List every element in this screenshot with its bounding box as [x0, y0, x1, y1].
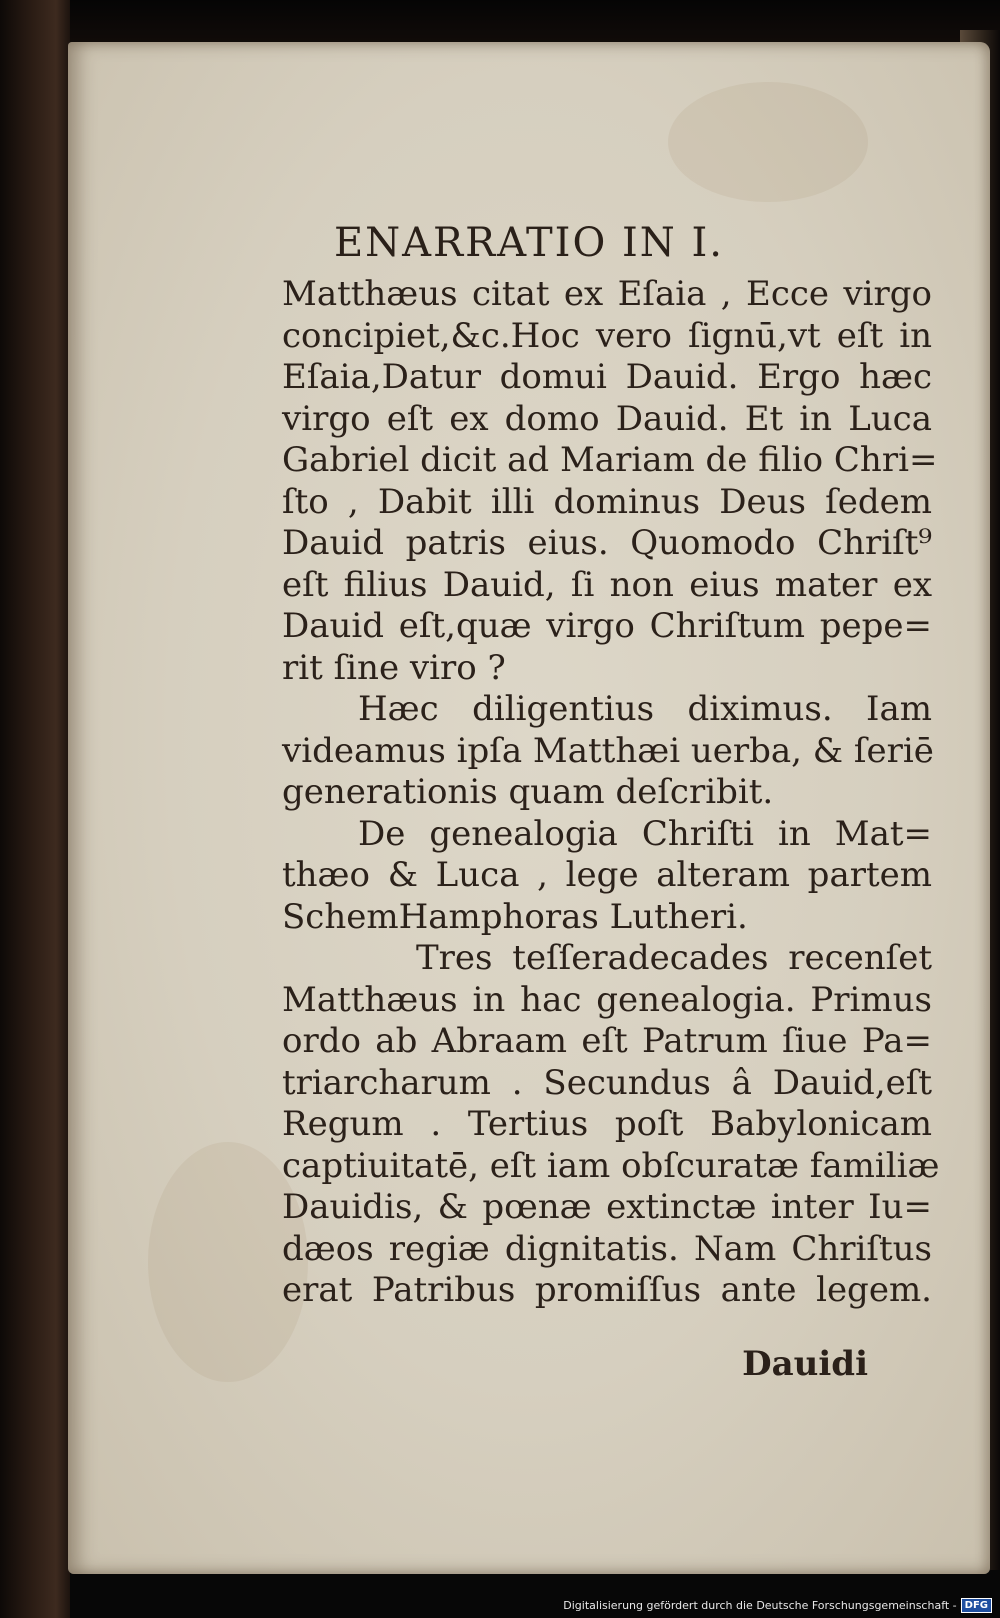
paper-stain — [668, 82, 868, 202]
footer-text: Digitalisierung gefördert durch die Deutsche Forschungsgemeinschaft - — [563, 1598, 957, 1612]
text-line: Hæc diligentius diximus. Iam — [358, 689, 932, 729]
dfg-logo-icon: DFG — [961, 1598, 992, 1613]
body-text — [282, 274, 940, 1312]
text-line: thæo & Luca , lege alteram partem — [282, 855, 932, 895]
text-line: Dauidis, & pœnæ extinctæ inter Iu= — [282, 1187, 932, 1227]
text-line: Tres teſſeradecades recenſet — [416, 938, 932, 978]
text-line: generationis quam deſcribit. — [282, 772, 774, 812]
text-line: captiuitatē, eſt iam obſcuratæ familiæ — [282, 1145, 940, 1186]
catchword: Dauidi — [742, 1344, 868, 1384]
book-page — [68, 42, 990, 1574]
text-line: triarcharum . Secundus â Dauid,eſt — [282, 1062, 932, 1103]
text-line: dæos regiæ dignitatis. Nam Chriſtus — [282, 1228, 932, 1269]
text-line: erat Patribus promiſſus ante legem. — [282, 1270, 932, 1310]
running-header: ENARRATIO IN I. — [333, 220, 725, 266]
text-line: Regum . Tertius poſt Babylonicam — [282, 1104, 932, 1144]
text-line: ordo ab Abraam eſt Patrum ſiue Pa= — [282, 1021, 932, 1061]
text-line: Dauid patris eius. Quomodo Chriſt⁹ — [282, 523, 932, 563]
text-line: Gabriel dicit ad Mariam de filio Chri= — [282, 440, 938, 480]
text-line: Matthæus citat ex Eſaia , Ecce virgo — [282, 274, 932, 314]
text-line: Eſaia,Datur domui Dauid. Ergo hæc — [282, 357, 932, 397]
text-line: virgo eſt ex domo Dauid. Et in Luca — [282, 398, 932, 439]
text-line: De genealogia Chriſti in Mat= — [358, 813, 932, 854]
book-binding-edge — [0, 0, 70, 1618]
text-line: ſto , Dabit illi dominus Deus ſedem — [282, 481, 932, 522]
text-line: Matthæus in hac genealogia. Primus — [282, 979, 932, 1020]
text-line: videamus ipſa Matthæi uerba, & ſeriē — [282, 730, 934, 771]
text-line: concipiet,&c.Hoc vero ſignū,vt eſt in — [282, 315, 932, 356]
text-line: eſt filius Dauid, ſi non eius mater ex — [282, 564, 932, 605]
text-line: rit ſine viro ? — [282, 647, 506, 688]
text-line: SchemHamphoras Lutheri. — [282, 896, 748, 937]
text-line: Dauid eſt,quæ virgo Chriſtum pepe= — [282, 606, 932, 646]
digitization-footer — [563, 1596, 992, 1614]
book-top-edge — [0, 0, 1000, 48]
